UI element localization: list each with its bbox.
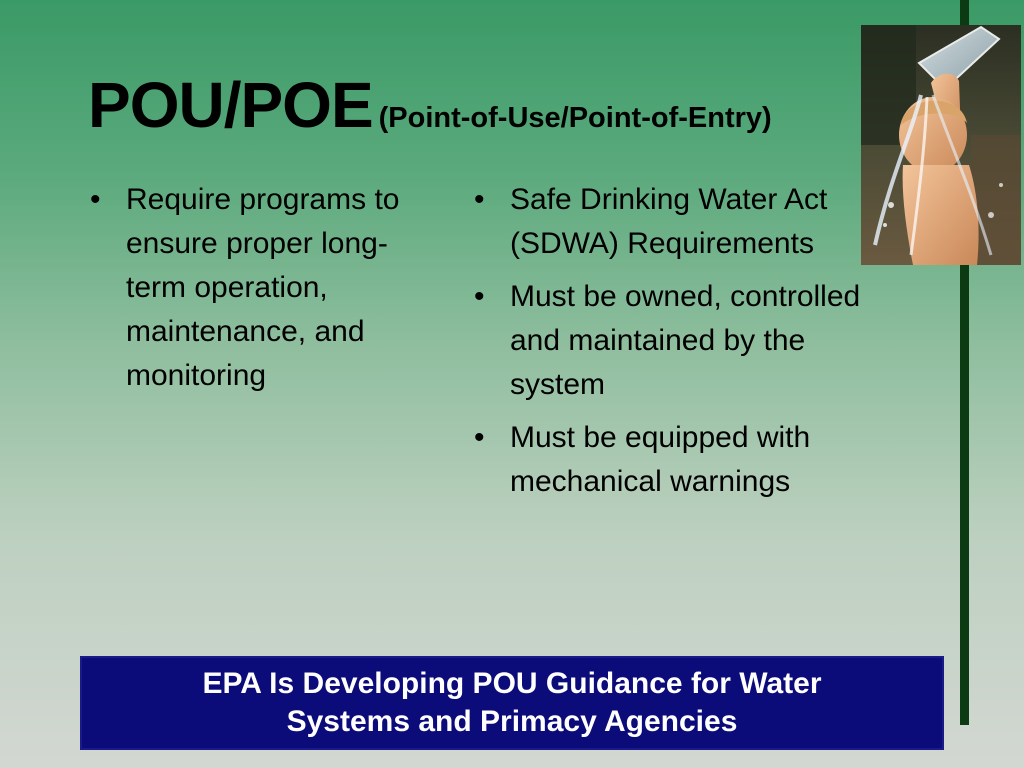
bullet-glyph: • <box>474 280 485 313</box>
title-subtitle: (Point-of-Use/Point-of-Entry) <box>378 102 772 134</box>
bullet-glyph: • <box>474 183 485 216</box>
child-water-photo <box>861 25 1021 265</box>
slide-title <box>88 68 772 142</box>
bullet-text: Must be owned, controlled and maintained by the system <box>510 280 861 401</box>
bullet-text: Require programs to ensure proper long-term operation, maintenance, and monitoring <box>126 183 400 392</box>
banner-text <box>203 665 822 741</box>
bullet-glyph: • <box>90 183 101 216</box>
list-item <box>472 416 862 504</box>
bullet-text: Must be equipped with mechanical warnings <box>510 421 811 498</box>
list-item <box>472 275 862 407</box>
list-item <box>472 178 862 266</box>
banner-line-2: Systems and Primacy Agencies <box>286 705 738 738</box>
left-bullet-list <box>88 178 438 407</box>
banner-line-1: EPA Is Developing POU Guidance for Water <box>202 667 822 700</box>
title-main: POU/POE <box>88 69 373 141</box>
bullet-text: Safe Drinking Water Act (SDWA) Requirements <box>510 183 828 260</box>
guidance-banner <box>80 656 944 750</box>
bullet-glyph: • <box>474 421 485 454</box>
right-bullet-list <box>472 178 862 513</box>
list-item <box>88 178 438 398</box>
